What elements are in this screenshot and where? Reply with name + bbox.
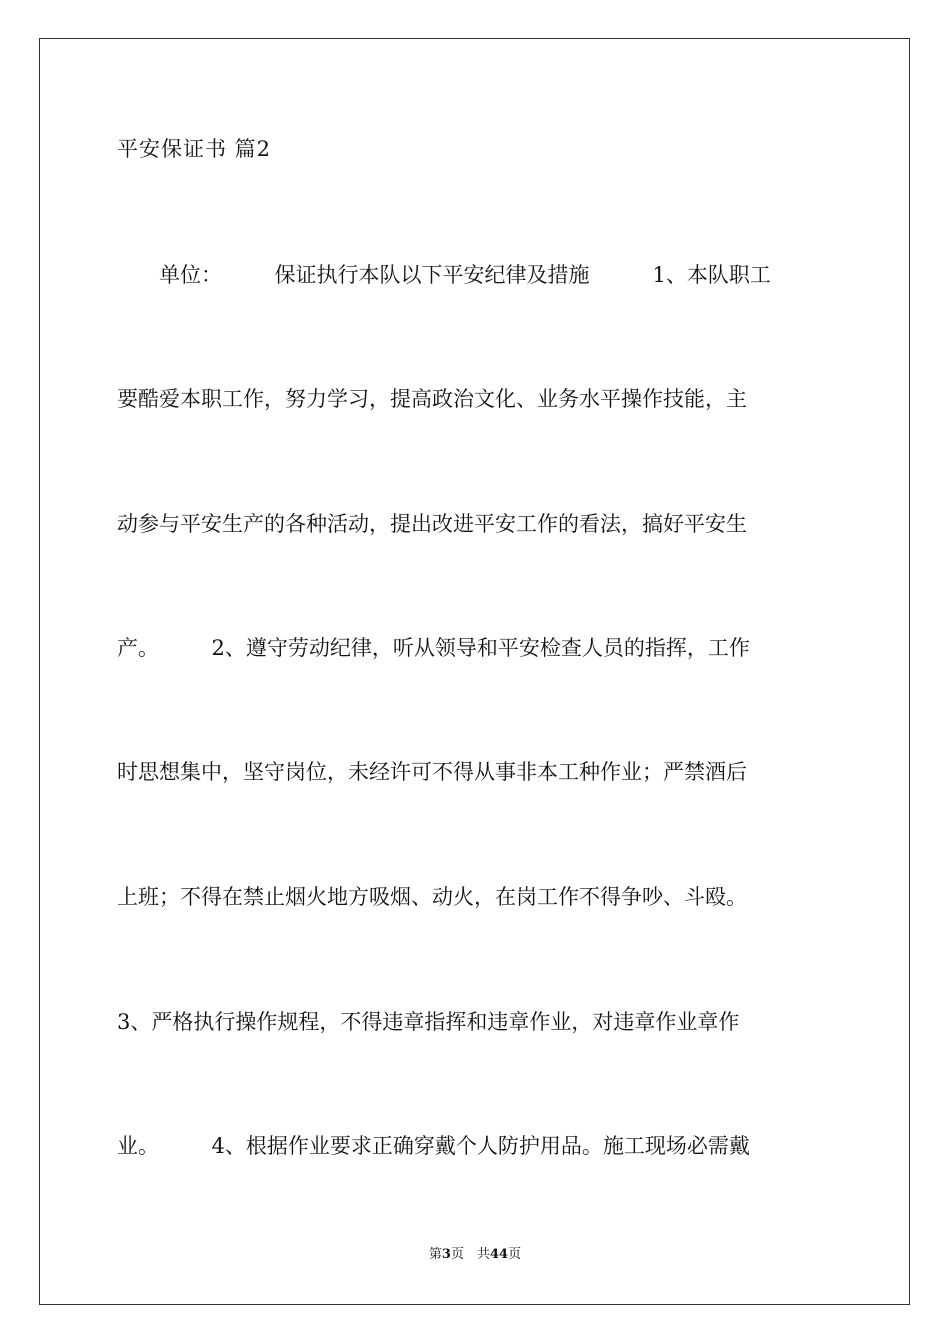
body-line-7: 3、严格执行操作规程，不得违章指挥和违章作业，对违章作业章作	[117, 1010, 740, 1034]
footer-prefix: 第	[428, 1247, 442, 1262]
page-footer	[0, 1246, 950, 1264]
page-frame	[39, 38, 910, 1305]
footer-total-pages: 44	[489, 1247, 509, 1262]
footer-middle: 页 共	[450, 1247, 490, 1262]
body-line-8: 业。 4、根据作业要求正确穿戴个人防护用品。施工现场必需戴	[117, 1134, 750, 1158]
footer-page-number: 3	[441, 1247, 451, 1262]
body-line-3: 动参与平安生产的各种活动，提出改进平安工作的看法，搞好平安生	[117, 512, 747, 536]
footer-suffix: 页	[508, 1247, 522, 1262]
body-line-1: 单位： 保证执行本队以下平安纪律及措施 1、本队职工	[117, 263, 771, 287]
body-line-4: 产。 2、遵守劳动纪律，听从领导和平安检查人员的指挥，工作	[117, 636, 750, 660]
body-line-5: 时思想集中，坚守岗位，未经许可不得从事非本工种作业；严禁酒后	[117, 760, 747, 784]
body-line-2: 要酷爱本职工作，努力学习，提高政治文化、业务水平操作技能，主	[117, 387, 747, 411]
document-title: 平安保证书 篇2	[117, 137, 272, 161]
body-line-6: 上班；不得在禁止烟火地方吸烟、动火，在岗工作不得争吵、斗殴。	[117, 885, 747, 909]
